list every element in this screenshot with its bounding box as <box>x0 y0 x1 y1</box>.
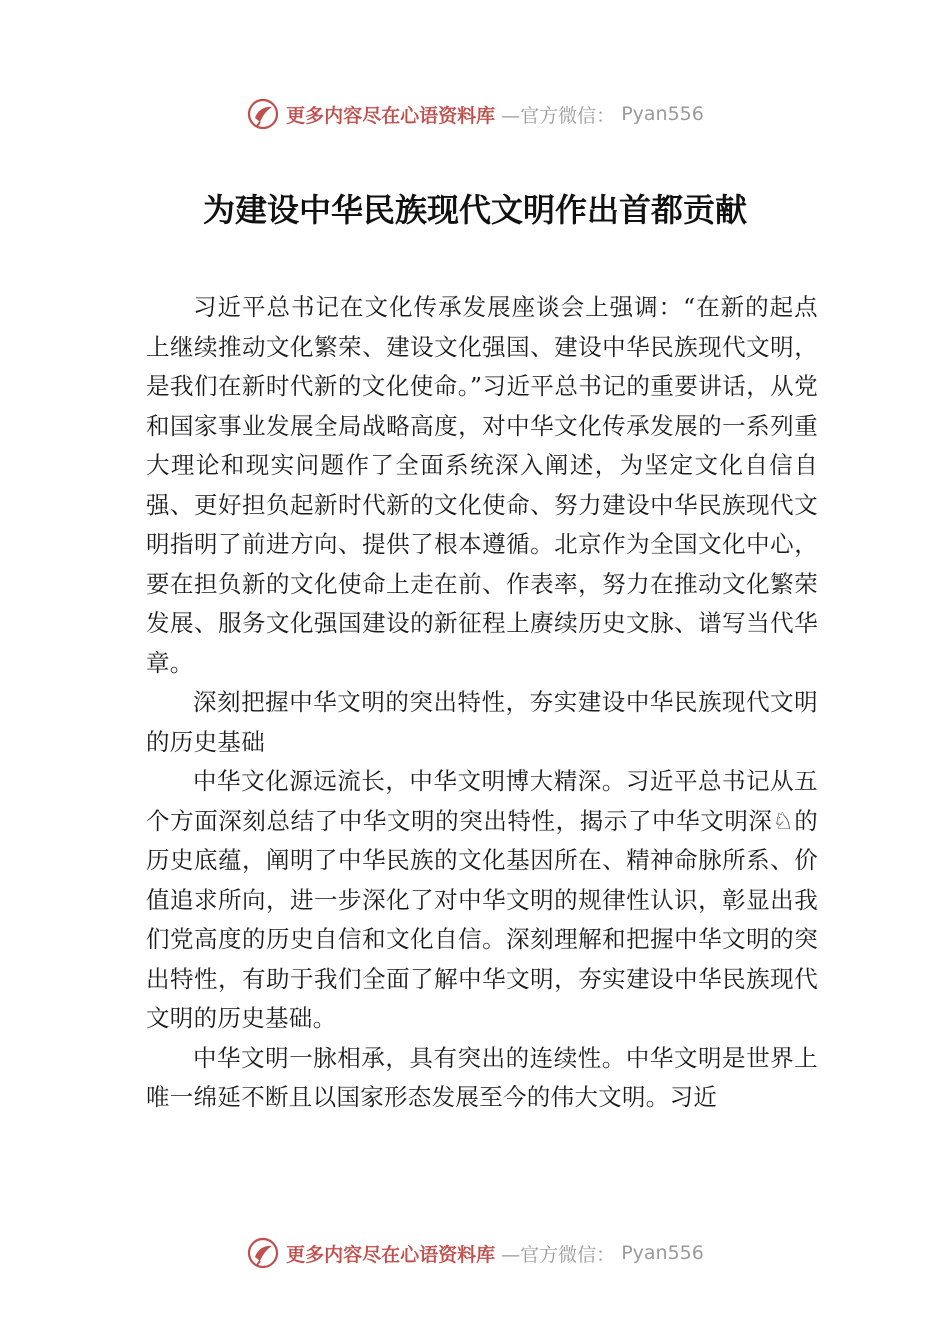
document-title: 为建设中华民族现代文明作出首都贡献 <box>202 191 747 229</box>
header-watermark <box>0 96 950 132</box>
watermark-wechat-id: Pyan556 <box>621 1242 704 1264</box>
watermark-main-text: 更多内容尽在心语资料库 <box>286 104 496 127</box>
watermark-main-text: 更多内容尽在心语资料库 <box>286 1243 496 1266</box>
section-heading: 深刻把握中华文明的突出特性，夯实建设中华民族现代文明的历史基础 <box>146 688 818 756</box>
document-body <box>146 288 818 1118</box>
watermark-sub-text: —官方微信： <box>501 1243 616 1266</box>
paragraph-continuity: 中华文明一脉相承，具有突出的连续性。中华文明是世界上唯一绵延不断且以国家形态发展至今的伟大文明。习近 <box>146 1043 818 1111</box>
paragraph-intro: 习近平总书记在文化传承发展座谈会上强调：“在新的起点上继续推动文化繁荣、建设文化强国、建设中华民族现代文明，是我们在新时代新的文化使命。”习近平总书记的重要讲话，从党和国家事业发展全局战略高度，对中华文化传承发展的一系列重大理论和现实问题作了全面系统深入阐述，为坚定文化自信自强、更好担负起新时代新的文化使命、努力建设中华民族现代文明指明了前进方向、提供了根本遵循。北京作为全国文化中心，要在担负新的文化使命上走在前、作表率，努力在推动文化繁荣发展、服务文化强国建设的新征程上赓续历史文脉、谱写当代华章。 <box>146 293 818 677</box>
footer-watermark <box>0 1235 950 1271</box>
watermark-wechat-id: Pyan556 <box>621 103 704 125</box>
watermark-sub-text: —官方微信： <box>501 104 616 127</box>
brand-logo-icon <box>246 97 280 131</box>
brand-logo-icon <box>246 1236 280 1270</box>
paragraph-civilization: 中华文化源远流长，中华文明博大精深。习近平总书记从五个方面深刻总结了中华文明的突出特性，揭示了中华文明深♘的历史底蕴，阐明了中华民族的文化基因所在、精神命脉所系、价值追求所向，进一步深化了对中华文明的规律性认识，彰显出我们党高度的历史自信和文化自信。深刻理解和把握中华文明的突出特性，有助于我们全面了解中华文明，夯实建设中华民族现代文明的历史基础。 <box>146 767 818 1032</box>
